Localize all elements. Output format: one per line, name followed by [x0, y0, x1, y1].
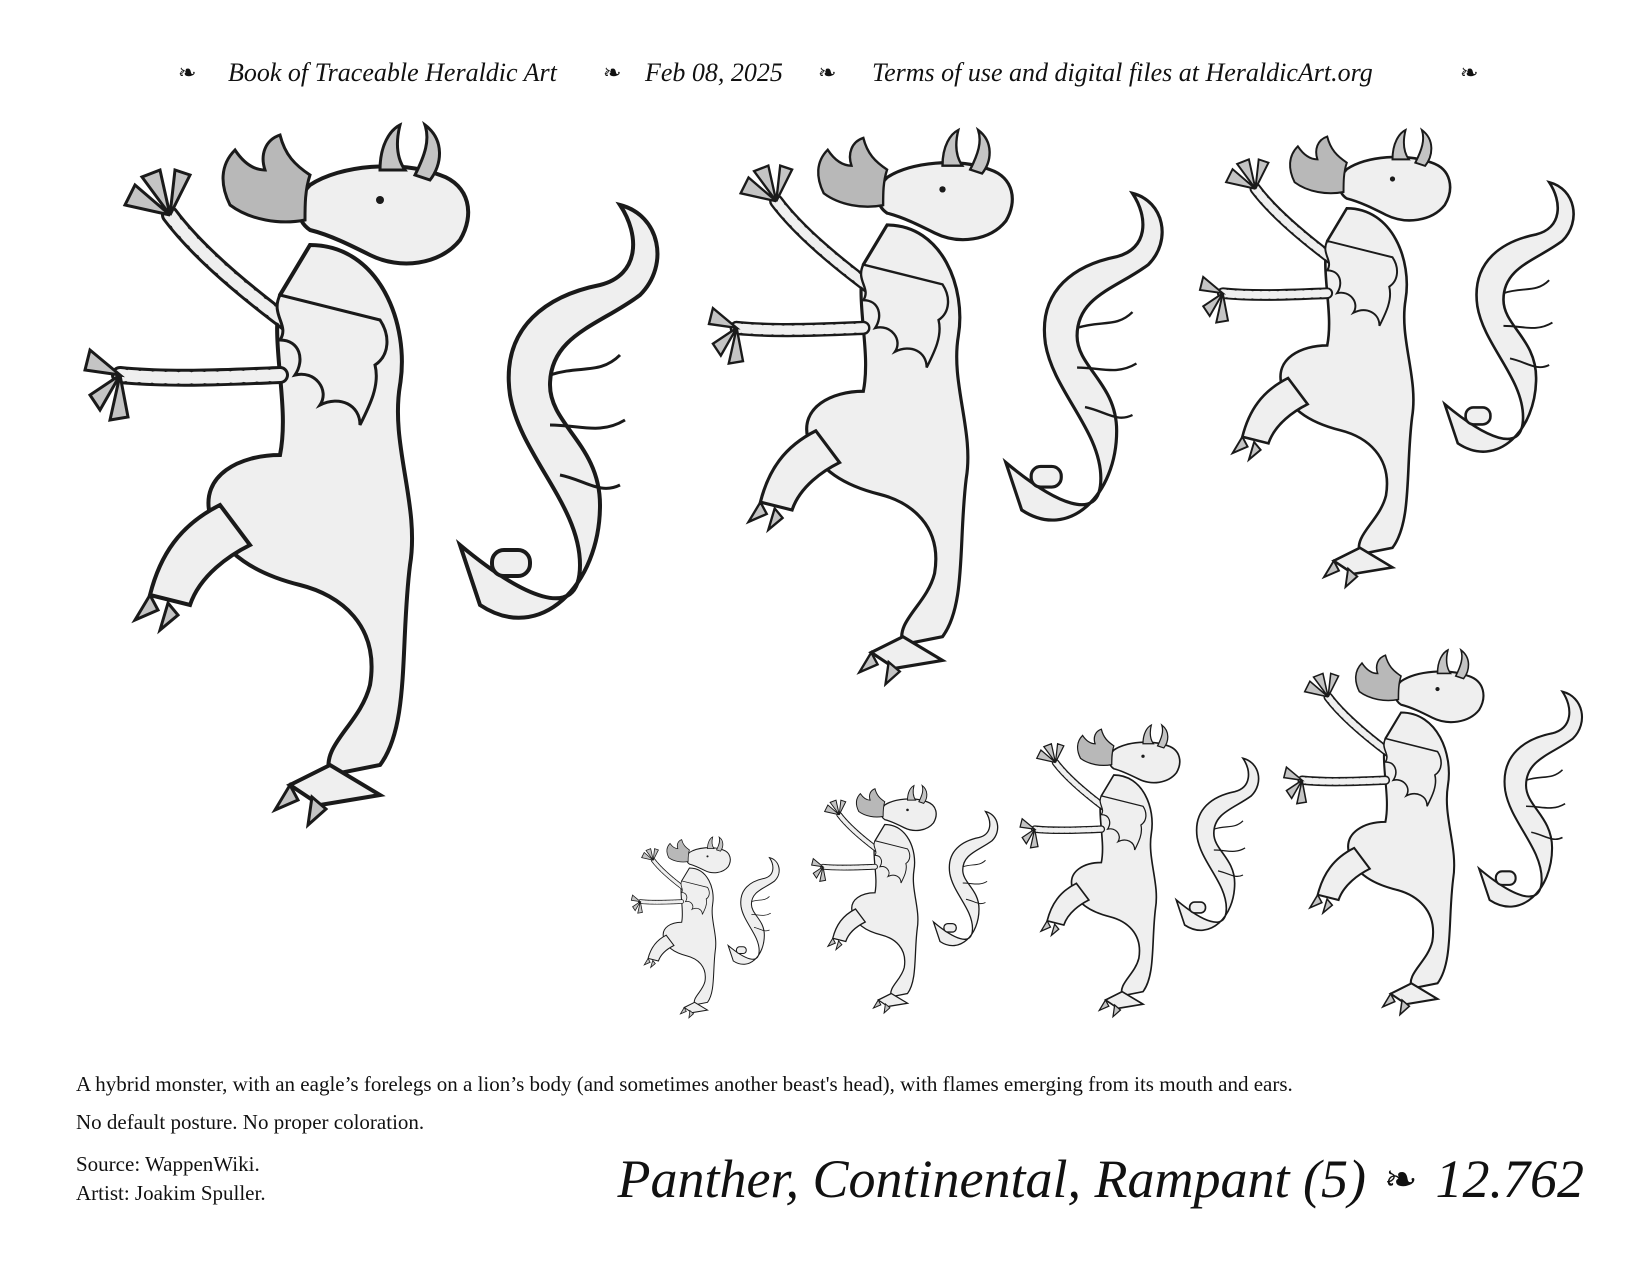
- description-line-2: No default posture. No proper coloration.: [76, 1110, 425, 1134]
- figure-title: [618, 1148, 1584, 1210]
- fleuron-ornament-icon: ❧: [1460, 60, 1479, 85]
- credits: [76, 1150, 266, 1208]
- panther-figure-small-2: [810, 785, 1005, 1020]
- panther-rampant-icon: [1195, 130, 1590, 600]
- page-header: [0, 58, 1650, 98]
- figure-number: 12.762: [1435, 1149, 1584, 1209]
- fleuron-ornament-icon: ❧: [818, 60, 837, 85]
- source-credit: Source: WappenWiki.: [76, 1152, 260, 1176]
- fleuron-ornament-icon: ❧: [1383, 1157, 1418, 1202]
- panther-figure-small-4: [1280, 650, 1595, 1025]
- panther-rampant-icon: [810, 785, 1005, 1020]
- panther-rampant-icon: [630, 835, 785, 1025]
- fleuron-ornament-icon: ❧: [603, 60, 622, 85]
- book-title: Book of Traceable Heraldic Art: [228, 58, 557, 87]
- panther-figure-large: [80, 125, 680, 845]
- fleuron-ornament-icon: ❧: [178, 60, 197, 85]
- panther-rampant-icon: [1018, 725, 1268, 1025]
- panther-rampant-icon: [705, 130, 1180, 700]
- panther-figure-medium-small: [1195, 130, 1590, 600]
- panther-figure-small-1: [630, 835, 785, 1025]
- terms-of-use-text: Terms of use and digital files at HeraldicArt.org: [872, 58, 1373, 87]
- panther-figure-small-3: [1018, 725, 1268, 1025]
- description-line-1: A hybrid monster, with an eagle’s forelegs on a lion’s body (and sometimes another beast's head), with flames emerging from its mouth and ears.: [76, 1072, 1293, 1096]
- panther-figure-medium: [705, 130, 1180, 700]
- title-text: Panther, Continental, Rampant (5): [617, 1149, 1366, 1209]
- panther-rampant-icon: [80, 125, 680, 845]
- panther-rampant-icon: [1280, 650, 1595, 1025]
- artist-credit: Artist: Joakim Spuller.: [76, 1181, 266, 1205]
- header-date: Feb 08, 2025: [645, 58, 783, 87]
